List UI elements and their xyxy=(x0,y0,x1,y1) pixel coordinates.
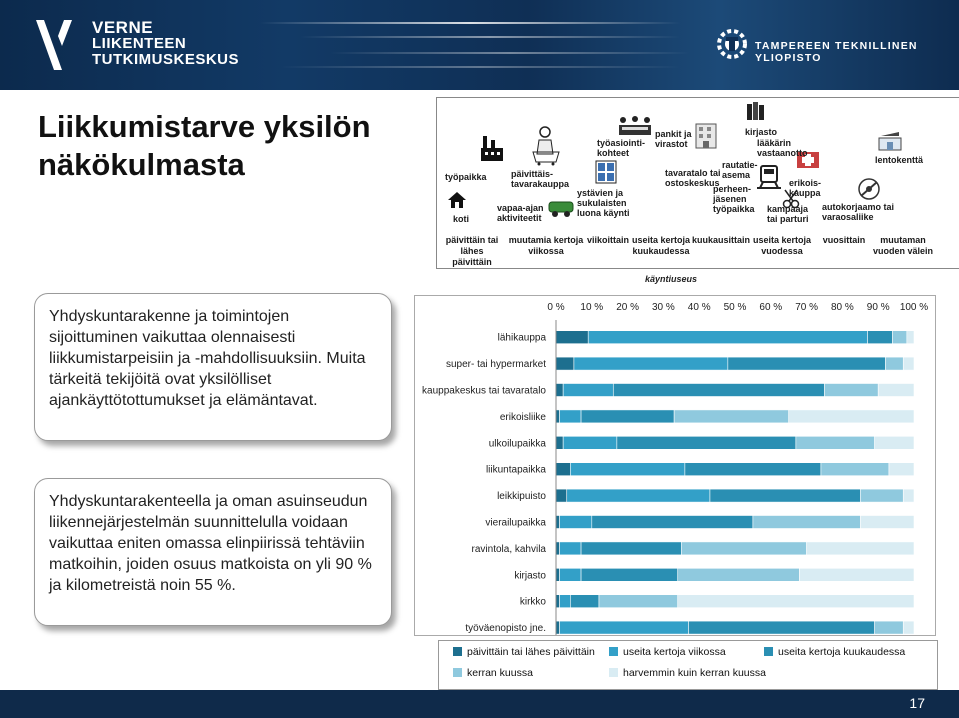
bar-segment xyxy=(581,568,678,581)
shopper-icon xyxy=(529,126,563,166)
title-line: näkökulmasta xyxy=(38,147,245,182)
category-label: vierailupaikka xyxy=(485,517,546,529)
category-label: leikkipuisto xyxy=(497,491,546,503)
x-tick-label: 10 % xyxy=(580,302,604,313)
bar-segment xyxy=(556,516,560,529)
bar-segment xyxy=(875,621,904,634)
bar-segment xyxy=(581,542,681,555)
bar-segment xyxy=(867,331,892,344)
meeting-icon xyxy=(617,115,653,137)
mechanic-icon xyxy=(855,176,883,202)
legend-item: useita kertoja viikossa xyxy=(609,646,726,658)
bar-segment xyxy=(570,463,685,476)
place-label: lääkärin vastaanotto xyxy=(757,138,808,158)
bar-segment xyxy=(678,568,800,581)
bar-segment xyxy=(821,463,889,476)
university-name: TAMPEREEN TEKNILLINEN YLIOPISTO xyxy=(755,40,918,64)
bar-segment xyxy=(556,331,588,344)
legend-item: kerran kuussa xyxy=(453,667,533,679)
frequency-label: kuukausittain xyxy=(691,235,750,245)
place-label: kirjasto xyxy=(745,127,778,137)
bar-segment xyxy=(574,357,728,370)
frequency-label: useita kertoja vuodessa xyxy=(752,235,812,256)
legend-swatch xyxy=(764,647,773,656)
bar-segment xyxy=(825,384,879,397)
bar-segment xyxy=(860,489,903,502)
callout-text: Yhdyskuntarakenne ja toimintojen sijoittuminen vaikuttaa olennaisesti liikkumistarpeisiin ja -mahdollisuuksiin. Muita tärkeitä tekijöitä ovat yksilölliset ajankäyttötottumukset ja elämäntavat. xyxy=(49,308,366,409)
legend-swatch xyxy=(609,668,618,677)
x-tick-label: 20 % xyxy=(616,302,639,313)
bar-segment xyxy=(567,489,710,502)
verne-logo-text xyxy=(92,20,239,68)
bar-segment xyxy=(885,357,903,370)
bar-segment xyxy=(613,384,824,397)
bar-segment xyxy=(889,463,914,476)
bar-segment xyxy=(796,436,875,449)
category-label: super- tai hypermarket xyxy=(445,359,546,371)
bar-segment xyxy=(678,595,914,608)
chart-svg xyxy=(415,296,935,635)
stacked-bar-chart xyxy=(414,295,936,636)
bar-segment xyxy=(556,410,560,423)
title-line: Liikkumistarve yksilön xyxy=(38,109,371,144)
category-label: kirkko xyxy=(519,596,546,608)
bar-segment xyxy=(592,516,753,529)
frequency-label: muutamia kertoja viikossa xyxy=(508,235,584,256)
bar-segment xyxy=(570,595,599,608)
callout-box xyxy=(34,293,392,441)
place-label: perheen- jäsenen työpaikka xyxy=(713,184,755,214)
x-tick-label: 90 % xyxy=(866,302,890,313)
page-title xyxy=(38,108,408,184)
bar-segment xyxy=(563,384,613,397)
frequency-label: päivittäin tai lähes päivittäin xyxy=(445,235,499,267)
org-name-line: VERNE xyxy=(92,18,154,37)
bar-segment xyxy=(893,331,907,344)
bar-segment xyxy=(588,331,867,344)
category-label: lähikauppa xyxy=(497,332,546,344)
bar-segment xyxy=(807,542,914,555)
bar-segment xyxy=(563,436,617,449)
place-label: ystävien ja sukulaisten luona käynti xyxy=(577,188,630,218)
legend-item: päivittäin tai lähes päivittäin xyxy=(453,646,595,658)
frequency-label: viikoittain xyxy=(586,235,629,245)
bar-segment xyxy=(907,331,914,344)
factory-icon xyxy=(479,134,505,162)
place-label: kampaaja tai parturi xyxy=(767,204,809,224)
airport-icon xyxy=(877,128,903,152)
bar-segment xyxy=(903,621,914,634)
x-tick-label: 30 % xyxy=(652,302,675,313)
bar-segment xyxy=(556,357,574,370)
light-streak xyxy=(300,36,680,38)
bar-segment xyxy=(674,410,789,423)
legend-item: useita kertoja kuukaudessa xyxy=(764,646,905,658)
callout-box xyxy=(34,478,392,626)
bar-segment xyxy=(556,489,567,502)
place-label: lentokenttä xyxy=(875,155,924,165)
x-tick-label: 70 % xyxy=(795,302,818,313)
house-icon xyxy=(447,190,467,210)
place-label: rautatie- asema xyxy=(722,160,758,180)
frequency-axis-label: käyntiuseus xyxy=(645,274,698,284)
light-streak xyxy=(330,52,690,54)
bar-segment xyxy=(753,516,860,529)
bar-segment xyxy=(860,516,914,529)
x-tick-label: 0 % xyxy=(547,302,565,313)
tut-logo-icon xyxy=(715,27,749,61)
bar-segment xyxy=(875,436,914,449)
bar-segment xyxy=(560,621,689,634)
place-label: pankit ja virastot xyxy=(655,129,692,149)
bar-segment xyxy=(560,410,581,423)
bar-segment xyxy=(556,568,560,581)
category-label: erikoisliike xyxy=(499,411,546,423)
leisure-icon xyxy=(547,196,575,218)
bar-segment xyxy=(681,542,806,555)
place-label: tavaratalo tai ostoskeskus xyxy=(665,168,721,188)
friends-home-icon xyxy=(595,160,617,184)
org-name-line: LIIKENTEEN xyxy=(92,35,187,52)
category-label: kirjasto xyxy=(514,570,546,582)
library-icon xyxy=(745,100,767,122)
legend-item: harvemmin kuin kerran kuussa xyxy=(609,667,766,679)
verne-logo-icon xyxy=(34,18,84,72)
x-tick-label: 60 % xyxy=(759,302,783,313)
frequency-label: vuosittain xyxy=(822,235,866,245)
legend-swatch xyxy=(609,647,618,656)
legend-swatch xyxy=(453,647,462,656)
place-label: työasiointi- kohteet xyxy=(597,138,646,158)
bar-segment xyxy=(728,357,886,370)
bar-segment xyxy=(599,595,678,608)
bar-segment xyxy=(688,621,874,634)
place-label: koti xyxy=(453,214,470,224)
bar-segment xyxy=(581,410,674,423)
light-streak xyxy=(280,66,680,68)
bar-segment xyxy=(685,463,821,476)
category-label: ulkoilupaikka xyxy=(488,438,546,450)
x-tick-label: 50 % xyxy=(723,302,747,313)
bar-segment xyxy=(556,542,560,555)
bar-segment xyxy=(556,595,560,608)
header-banner xyxy=(0,0,959,90)
bar-segment xyxy=(878,384,914,397)
bar-segment xyxy=(903,489,914,502)
page-number: 17 xyxy=(909,695,925,711)
bar-segment xyxy=(903,357,914,370)
bar-segment xyxy=(556,384,563,397)
light-streak xyxy=(260,22,680,24)
place-label: erikois- kauppa xyxy=(789,178,822,198)
bar-segment xyxy=(560,595,571,608)
x-tick-label: 80 % xyxy=(831,302,854,313)
footer-bar xyxy=(0,690,959,718)
x-tick-label: 40 % xyxy=(687,302,711,313)
chart-legend xyxy=(438,640,938,690)
bar-segment xyxy=(556,621,560,634)
place-label: autokorjaamo tai varaosaliike xyxy=(822,202,895,222)
category-label: liikuntapaikka xyxy=(485,464,546,476)
place-label: vapaa-ajan aktiviteetit xyxy=(497,203,544,223)
frequency-label: muutaman vuoden välein xyxy=(872,235,934,256)
category-label: ravintola, kahvila xyxy=(471,543,546,555)
bar-segment xyxy=(560,516,592,529)
bar-segment xyxy=(617,436,796,449)
place-label: työpaikka xyxy=(445,172,487,182)
callout-text: Yhdyskuntarakenteella ja oman asuinseudun liikennejärjestelmän suunnittelulla voidaan vaikuttaa eniten omassa elinpiirissä tehtäviin matkoihin, joiden osuus matkoista on yli 90 % ja kilometreistä noin 55 %. xyxy=(49,493,372,594)
train-station-icon xyxy=(755,164,783,190)
bar-segment xyxy=(556,436,563,449)
bar-segment xyxy=(560,542,581,555)
x-tick-label: 100 % xyxy=(899,302,929,313)
bar-segment xyxy=(710,489,860,502)
place-label: päivittäis- tavarakauppa xyxy=(511,169,570,189)
bar-segment xyxy=(799,568,914,581)
category-label: kauppakeskus tai tavaratalo xyxy=(422,385,546,397)
bank-building-icon xyxy=(693,120,719,150)
frequency-label: useita kertoja kuukaudessa xyxy=(631,235,691,256)
bar-segment xyxy=(560,568,581,581)
org-name-line: TUTKIMUSKESKUS xyxy=(92,51,240,68)
bar-segment xyxy=(556,463,570,476)
bar-segment xyxy=(789,410,914,423)
legend-swatch xyxy=(453,668,462,677)
category-label: työväenopisto jne. xyxy=(465,623,546,635)
